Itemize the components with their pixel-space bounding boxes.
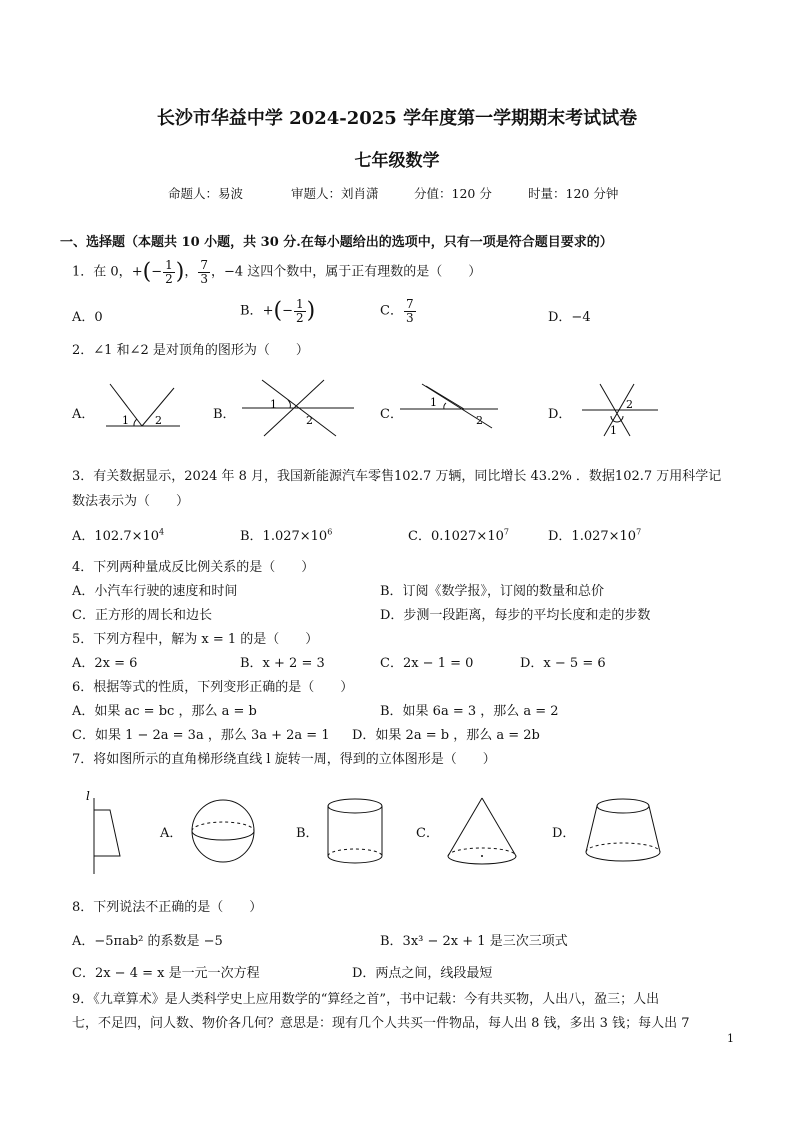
q2c-angle-1: 1: [430, 396, 437, 409]
q3-option-a[interactable]: A．$102.7\times 10^4$: [72, 527, 165, 544]
q7-frustum-figure[interactable]: [580, 796, 666, 868]
q7-cone-figure[interactable]: [444, 794, 520, 870]
q7-label-c[interactable]: C．: [416, 826, 439, 841]
q2b-angle-2: 2: [306, 414, 313, 427]
q1-fraction-seven-thirds: $\frac{7}{3}$: [200, 258, 208, 286]
q1-option-a[interactable]: A．0: [72, 310, 103, 325]
q6-option-c[interactable]: C．如果 1 − 2a = 3a ，那么 3a + 2a = 1: [72, 728, 330, 743]
q7-trapezoid-figure: [80, 786, 130, 878]
q6-option-a[interactable]: A．如果 ac = bc ，那么 a = b: [72, 704, 257, 719]
q2a-angle-2: 2: [155, 414, 162, 427]
question-5-stem: 5．下列方程中，解为 x = 1 的是（ ）: [72, 632, 319, 647]
q1-comma: ，: [184, 264, 198, 280]
q5-option-b[interactable]: B．x + 2 = 3: [240, 656, 325, 671]
q2-label-d[interactable]: D．: [548, 407, 572, 422]
exam-subtitle: 七年级数学: [354, 151, 440, 171]
q7-label-d[interactable]: D．: [552, 826, 576, 841]
q1-minus: −: [151, 264, 163, 280]
q4-option-c[interactable]: C．正方形的周长和边长: [72, 608, 212, 623]
q5-option-a[interactable]: A．2x = 6: [72, 656, 138, 671]
q2-figure-a[interactable]: [96, 378, 188, 434]
q7-label-a[interactable]: A．: [160, 826, 183, 841]
q6-option-b[interactable]: B．如果 6a = 3 ，那么 a = 2: [380, 704, 559, 719]
q2c-angle-2: 2: [476, 414, 483, 427]
q2-label-c[interactable]: C．: [380, 407, 403, 422]
q1-plus: +: [131, 264, 143, 280]
page-number: 1: [727, 1032, 734, 1045]
question-4-stem: 4．下列两种量成反比例关系的是（ ）: [72, 560, 315, 575]
question-6-stem: 6．根据等式的性质，下列变形正确的是（ ）: [72, 680, 354, 695]
q1-option-d[interactable]: D．−4: [548, 310, 591, 325]
question-9-line-2: 七，不足四，问人数、物价各几何？意思是：现有几个人共买一件物品，每人出 8 钱，多出 3 钱；每人出 7: [72, 1016, 690, 1031]
question-8-stem: 8．下列说法不正确的是（ ）: [72, 900, 263, 915]
q3-option-c[interactable]: C．$0.1027\times 10^7$: [408, 527, 509, 544]
q1-prefix: 1．在 0，: [72, 264, 132, 280]
q3-option-b[interactable]: B．$1.027\times 10^6$: [240, 527, 333, 544]
q2-figure-b[interactable]: [236, 376, 360, 440]
q1-fraction-half: $\frac{1}{2}$: [165, 258, 173, 286]
section-heading: 一、选择题（本题共 10 小题，共 30 分.在每小题给出的选项中，只有一项是符合题目要求的）: [60, 235, 613, 250]
question-2-stem: 2．∠1 和∠2 是对顶角的图形为（ ）: [72, 343, 309, 358]
exam-reviewer: 审题人：刘肖潇: [291, 186, 379, 201]
exam-time: 时量：120 分钟: [528, 186, 619, 201]
q2d-angle-1: 1: [610, 424, 617, 437]
q8-option-c[interactable]: C．2x − 4 = x 是一元一次方程: [72, 966, 260, 981]
q2a-angle-1: 1: [122, 414, 129, 427]
question-1-stem: 1．在 0，+(− $\frac{1}{2}$ )， $\frac{7}{3}$ ，−4 这四个数中，属于正有理数的是（ ）: [72, 258, 482, 286]
question-3-line-2: 数法表示为（ ）: [72, 494, 190, 509]
exam-author: 命题人：易波: [168, 186, 244, 201]
q3-option-d[interactable]: D．$1.027\times 10^7$: [548, 527, 642, 544]
exam-title: 长沙市华益中学 2024-2025 学年度第一学期期末考试试卷: [156, 108, 638, 129]
q7-label-b[interactable]: B．: [296, 826, 319, 841]
q1-suffix: ，−4 这四个数中，属于正有理数的是（ ）: [210, 264, 482, 280]
q2-figure-d[interactable]: [578, 378, 660, 440]
q1-optb-fraction: $\frac{1}{2}$: [295, 297, 304, 325]
q1-option-b[interactable]: B．+(− $\frac{1}{2}$ ): [240, 297, 316, 325]
q7-cylinder-figure[interactable]: [324, 796, 386, 868]
q1-option-c[interactable]: C． $\frac{7}{3}$: [380, 297, 414, 325]
q5-option-d[interactable]: D．x − 5 = 6: [520, 656, 606, 671]
q4-option-b[interactable]: B．订阅《数学报》，订阅的数量和总价: [380, 584, 605, 599]
q4-option-d[interactable]: D．步测一段距离，每步的平均长度和走的步数: [380, 608, 651, 623]
q8-option-b[interactable]: B．3x³ − 2x + 1 是三次三项式: [380, 934, 568, 949]
question-3-line-1: 3．有关数据显示，2024 年 8 月，我国新能源汽车零售102.7 万辆，同比增长 43.2% ．数据102.7 万用科学记: [72, 469, 722, 484]
q2d-angle-2: 2: [626, 398, 633, 411]
exam-score: 分值：120 分: [414, 186, 492, 201]
q6-option-d[interactable]: D．如果 2a = b ，那么 a = 2b: [352, 728, 540, 743]
q8-option-d[interactable]: D．两点之间，线段最短: [352, 966, 493, 981]
q1-optc-fraction: $\frac{7}{3}$: [405, 297, 414, 325]
question-7-stem: 7．将如图所示的直角梯形绕直线 l 旋转一周，得到的立体图形是（ ）: [72, 752, 496, 767]
q2-label-a[interactable]: A．: [72, 407, 95, 422]
q7-axis-label: l: [86, 789, 90, 803]
q4-option-a[interactable]: A．小汽车行驶的速度和时间: [72, 584, 238, 599]
q8-option-a[interactable]: A．−5πab² 的系数是 −5: [72, 934, 223, 949]
q2b-angle-1: 1: [270, 398, 277, 411]
q2-figure-c[interactable]: [392, 380, 504, 432]
question-9-line-1: 9．《九章算术》是人类科学史上应用数学的“算经之首”，书中记载：今有共买物，人出八，盈三；人出: [72, 992, 660, 1007]
q7-sphere-figure[interactable]: [188, 796, 258, 866]
q2-label-b[interactable]: B．: [213, 407, 236, 422]
q5-option-c[interactable]: C．2x − 1 = 0: [380, 656, 474, 671]
